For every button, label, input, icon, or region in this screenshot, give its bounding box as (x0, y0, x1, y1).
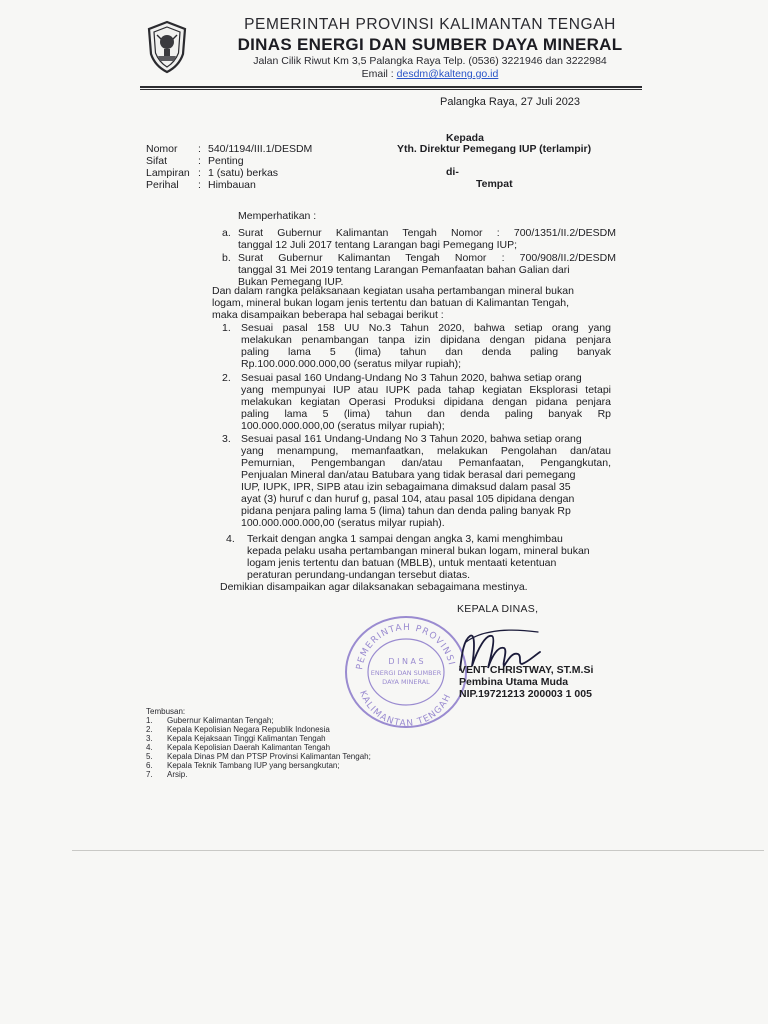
item-a-line: tanggal 12 Juli 2017 tentang Larangan bagi Pemegang IUP; (238, 239, 518, 251)
point-1-line: melakukan penambangan tanpa izin dipidana dengan pidana penjara (241, 334, 611, 346)
meta-value: Himbauan (208, 179, 256, 191)
item-marker-b: b. (222, 252, 231, 264)
meta-colon: : (198, 143, 201, 155)
letterhead-rule-thick (140, 86, 642, 88)
letterhead-rule-thin (140, 89, 642, 90)
meta-value: Penting (208, 155, 244, 167)
recipient-name: Yth. Direktur Pemegang IUP (terlampir) (397, 143, 592, 155)
paragraph-line: logam, mineral bukan logam jenis tertentu dan batuan di Kalimantan Tengah, (212, 297, 570, 309)
item-marker-a: a. (222, 227, 231, 239)
stamp-bottom-text: KALIMANTAN TENGAH (357, 689, 454, 730)
point-3-line: yang menampung, memanfaatkan, melakukan Pengolahan dan/atau (241, 445, 611, 457)
item-b-line: Bukan Pemegang IUP. (238, 276, 344, 288)
point-3-line: 100.000.000.000,00 (seratus milyar rupiah). (241, 517, 445, 529)
point-1-line: Sesuai pasal 158 UU No.3 Tahun 2020, bahwa setiap orang yang (241, 322, 611, 334)
recipient-kepada: Kepada (446, 132, 484, 144)
closing-sentence: Demikian disampaikan agar dilaksanakan sebagaimana mestinya. (220, 581, 528, 593)
paragraph-line: maka disampaikan beberapa hal sebagai berikut : (212, 309, 444, 321)
letterhead-address: Jalan Cilik Riwut Km 3,5 Palangka Raya Telp. (0536) 3221946 dan 3222984 (253, 55, 607, 67)
point-marker-4: 4. (226, 533, 235, 545)
meta-label: Lampiran (146, 167, 190, 179)
point-3-line: pidana penjara paling lama 5 (lima) tahun dan denda paling banyak Rp (241, 505, 571, 517)
point-4-line: kepada pelaku usaha pertambangan mineral bukan logam, mineral bukan (247, 545, 590, 557)
meta-colon: : (198, 155, 201, 167)
email-link[interactable]: desdm@kalteng.go.id (396, 68, 499, 80)
point-marker-1: 1. (222, 322, 231, 334)
meta-label: Sifat (146, 155, 168, 167)
letter-date: Palangka Raya, 27 Juli 2023 (440, 96, 581, 108)
tembusan-list (146, 707, 371, 779)
tembusan-item: 3. Kepala Kejaksaan Tinggi Kalimantan Tengah (146, 734, 326, 743)
point-3-line: Pemurnian, Pengembangan dan/atau Pemanfaatan, Pengangkutan, (241, 457, 611, 469)
point-2-line: yang mempunyai IUP atau IUPK pada tahap kegiatan Eksplorasi tetapi (241, 384, 611, 396)
point-1-line: paling lama 5 (lima) tahun dan denda paling banyak (241, 346, 611, 358)
email-label: Email : (361, 68, 394, 80)
recipient-di: di- (446, 166, 459, 178)
paragraph-line: Dan dalam rangka pelaksanaan kegiatan usaha pertambangan mineral bukan (212, 285, 574, 297)
signature-title: KEPALA DINAS, (457, 603, 539, 615)
item-b-line: tanggal 31 Mei 2019 tentang Larangan Pemanfaatan bahan Galian dari (238, 264, 570, 276)
province-emblem-icon (146, 20, 188, 74)
signatory-rank: Pembina Utama Muda (459, 676, 569, 688)
meta-label: Nomor (146, 143, 178, 155)
stamp-top-text: PEMERINTAH PROVINSI (355, 622, 457, 671)
letterhead-email-line (205, 68, 655, 81)
point-3-line: IUP, IUPK, IPR, SIPB atau izin sebagaimana dimaksud dalam pasal 35 (241, 481, 571, 493)
meta-value: 540/1194/III.1/DESDM (208, 143, 313, 155)
point-1-line: Rp.100.000.000.000,00 (seratus milyar rupiah); (241, 358, 462, 370)
item-a-line: Surat Gubernur Kalimantan Tengah Nomor : 700/1351/II.2/DESDM (238, 227, 616, 239)
signatory-name: VENT CHRISTWAY, ST.M.Si (459, 664, 594, 676)
letterhead-government: PEMERINTAH PROVINSI KALIMANTAN TENGAH (244, 16, 616, 33)
point-marker-3: 3. (222, 433, 231, 445)
tembusan-item: 7. Arsip. (146, 770, 188, 779)
item-b-line: Surat Gubernur Kalimantan Tengah Nomor : 700/908/II.2/DESDM (238, 252, 616, 264)
body-intro: Memperhatikan : (238, 210, 317, 222)
meta-colon: : (198, 167, 201, 179)
point-3-line: Penjualan Mineral dan/atau Batubara yang tidak berasal dari pemegang (241, 469, 576, 481)
point-3-line: ayat (3) huruf c dan huruf g, pasal 104, atau pasal 105 dipidana dengan (241, 493, 575, 505)
recipient-tempat: Tempat (476, 178, 513, 190)
point-2-line: paling lama 5 (lima) tahun dan denda paling banyak Rp (241, 408, 611, 420)
meta-label: Perihal (146, 179, 179, 191)
tembusan-item: 2. Kepala Kepolisian Negara Republik Indonesia (146, 725, 330, 734)
signatory-nip: NIP.19721213 200003 1 005 (459, 688, 592, 700)
official-stamp-icon (342, 612, 470, 730)
tembusan-item: 1. Gubernur Kalimantan Tengah; (146, 716, 274, 725)
scan-edge-line (72, 850, 764, 851)
point-2-line: 100.000.000.000,00 (seratus milyar rupiah); (241, 420, 445, 432)
meta-colon: : (198, 179, 201, 191)
tembusan-item: 5. Kepala Dinas PM dan PTSP Provinsi Kalimantan Tengah; (146, 752, 371, 761)
meta-value: 1 (satu) berkas (208, 167, 279, 179)
point-4-line: logam jenis tertentu dan batuan (MBLB), untuk mentaati ketentuan (247, 557, 557, 569)
letterhead (205, 16, 655, 81)
stamp-center-2: ENERGI DAN SUMBER (370, 669, 442, 677)
tembusan-item: 6. Kepala Teknik Tambang IUP yang bersangkutan; (146, 761, 340, 770)
point-4-line: peraturan perundang-undangan tersebut diatas. (247, 569, 471, 581)
tembusan-item: 4. Kepala Kepolisian Daerah Kalimantan Tengah (146, 743, 331, 752)
point-marker-2: 2. (222, 372, 231, 384)
point-2-line: Sesuai pasal 160 Undang-Undang No 3 Tahun 2020, bahwa setiap orang (241, 372, 582, 384)
point-3-line: Sesuai pasal 161 Undang-Undang No 3 Tahun 2020, bahwa setiap orang (241, 433, 582, 445)
letterhead-department: DINAS ENERGI DAN SUMBER DAYA MINERAL (237, 35, 623, 54)
stamp-center-3: DAYA MINERAL (382, 678, 430, 686)
point-2-line: melakukan kegiatan Operasi Produksi dipidana dengan pidana penjara (241, 396, 611, 408)
stamp-center-1: D I N A S (388, 657, 424, 666)
tembusan-title: Tembusan: (146, 707, 186, 716)
point-4-line: Terkait dengan angka 1 sampai dengan angka 3, kami menghimbau (247, 533, 563, 545)
